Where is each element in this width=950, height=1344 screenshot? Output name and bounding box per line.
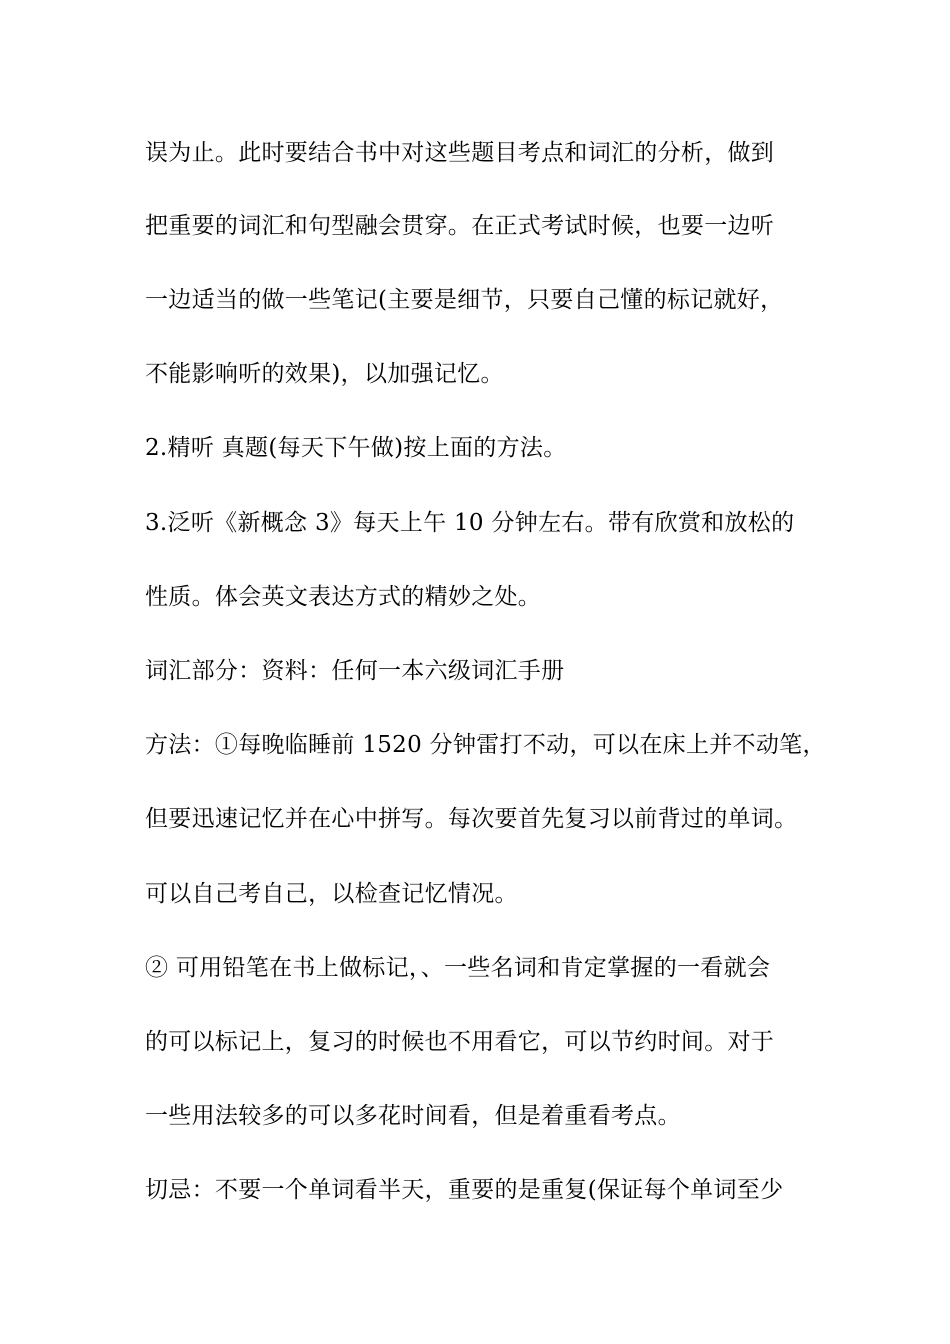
text-line-3: 一边适当的做一些笔记(主要是细节，只要自己懂的标记就好， xyxy=(145,287,784,313)
text-line-5: 2.精听 真题(每天下午做)按上面的方法。 xyxy=(145,435,567,461)
text-line-12: ② 可用铅笔在书上做标记，、一些名词和肯定掌握的一看就会 xyxy=(145,955,771,981)
text-line-6: 3.泛听《新概念 3》每天上午 10 分钟左右。带有欣赏和放松的 xyxy=(145,510,795,536)
text-line-4: 不能影响听的效果)，以加强记忆。 xyxy=(145,361,504,387)
text-line-13: 的可以标记上，复习的时候也不用看它，可以节约时间。对于 xyxy=(145,1029,775,1055)
text-line-10: 但要迅速记忆并在心中拼写。每次要首先复习以前背过的单词。 xyxy=(145,806,798,832)
text-line-7: 性质。体会英文表达方式的精妙之处。 xyxy=(145,584,542,610)
section-heading-vocabulary: 词汇部分：资料：任何一本六级词汇手册 xyxy=(145,658,565,684)
text-line-11: 可以自己考自己，以检查记忆情况。 xyxy=(145,881,518,907)
text-line-15: 切忌：不要一个单词看半天，重要的是重复(保证每个单词至少 xyxy=(145,1177,784,1203)
text-line-9: 方法：①每晚临睡前 1520 分钟雷打不动，可以在床上并不动笔， xyxy=(145,732,826,758)
text-line-14: 一些用法较多的可以多花时间看，但是着重看考点。 xyxy=(145,1103,681,1129)
text-line-2: 把重要的词汇和句型融会贯穿。在正式考试时候，也要一边听 xyxy=(145,213,775,239)
text-line-1: 误为止。此时要结合书中对这些题目考点和词汇的分析，做到 xyxy=(145,140,775,166)
